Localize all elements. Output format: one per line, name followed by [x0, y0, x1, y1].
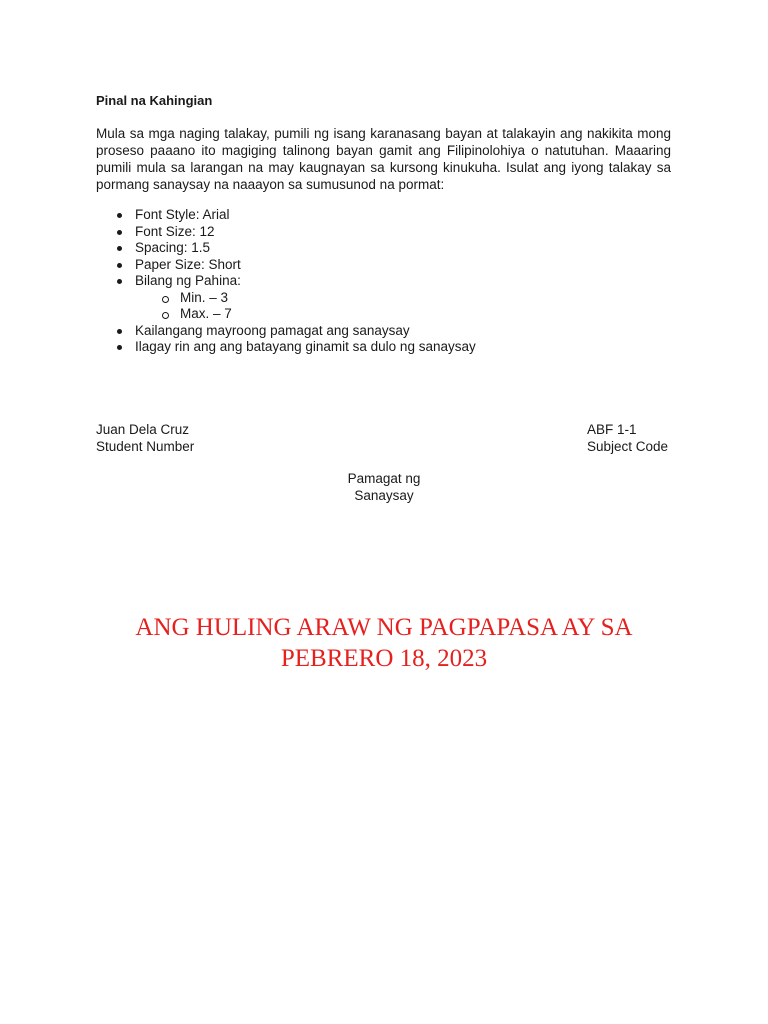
bullet-icon	[117, 246, 122, 251]
essay-title-line-1: Pamagat ng	[347, 471, 421, 486]
format-requirements-list	[96, 207, 671, 356]
references-requirement: Ilagay rin ang ang batayang ginamit sa dulo ng sanaysay	[135, 339, 476, 354]
deadline-line-2: PEBRERO 18, 2023	[280, 645, 488, 672]
page-max-requirement: Max. – 7	[180, 306, 232, 321]
bullet-icon	[117, 213, 122, 218]
sublist-item	[135, 306, 671, 323]
student-info-left	[96, 421, 194, 455]
student-name: Juan Dela Cruz	[96, 422, 190, 437]
spacing-requirement: Spacing: 1.5	[135, 240, 211, 255]
student-info-right	[587, 421, 668, 455]
font-size-requirement: Font Size: 12	[135, 223, 215, 239]
page-count-sublist	[135, 290, 671, 323]
deadline-notice	[0, 612, 768, 674]
bullet-icon	[117, 263, 122, 268]
bullet-icon	[117, 329, 122, 334]
instructions-paragraph: Mula sa mga naging talakay, pumili ng isang karanasang bayan at talakayin ang nakikita mong proseso paaano ito magiging talinong bayan gamit ang Filipinolohiya o natutuhan. Maaaring pumili mula sa larangan na may kaugnayan sa kursong kinukuha. Isulat ang iyong talakay sa pormang sanaysay na naaayon sa sumusunod na pormat:	[96, 126, 671, 192]
page-min-requirement: Min. – 3	[180, 289, 229, 305]
list-item	[96, 224, 671, 241]
list-item	[96, 257, 671, 274]
section-code: ABF 1-1	[587, 422, 637, 437]
document-heading: Pinal na Kahingian	[96, 93, 213, 108]
student-number-label: Student Number	[96, 439, 195, 454]
circle-bullet-icon	[162, 312, 169, 319]
subject-code-label: Subject Code	[587, 439, 669, 454]
list-item	[96, 207, 671, 224]
bullet-icon	[117, 230, 122, 235]
title-requirement: Kailangang mayroong pamagat ang sanaysay	[135, 322, 410, 338]
essay-title-line-2: Sanaysay	[354, 488, 414, 503]
sublist-item	[135, 290, 671, 307]
list-item	[96, 339, 671, 356]
circle-bullet-icon	[162, 296, 169, 303]
list-item	[96, 273, 671, 323]
deadline-line-1: ANG HULING ARAW NG PAGPAPASA AY SA	[135, 614, 633, 641]
list-item	[96, 323, 671, 340]
page-count-requirement: Bilang ng Pahina:	[135, 273, 241, 288]
list-item	[96, 240, 671, 257]
bullet-icon	[117, 279, 122, 284]
essay-title-placeholder	[0, 470, 768, 504]
paper-size-requirement: Paper Size: Short	[135, 256, 241, 272]
font-style-requirement: Font Style: Arial	[135, 207, 230, 222]
bullet-icon	[117, 345, 122, 350]
